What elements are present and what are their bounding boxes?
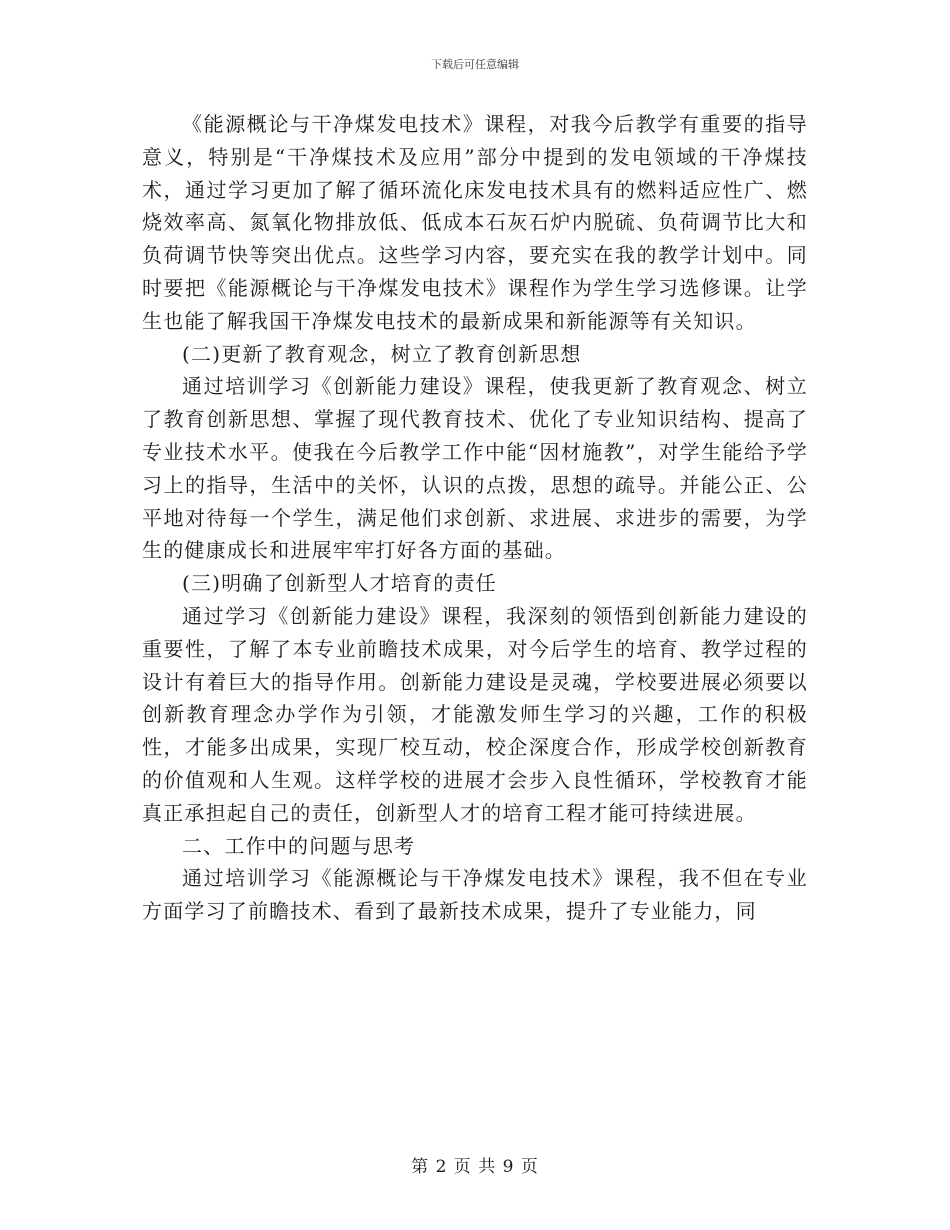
section-heading-3: (三)明确了创新型人才培育的责任 — [182, 571, 497, 596]
section-heading-problems: 二、工作中的问题与思考 — [182, 833, 416, 858]
page-header: 下载后可任意编辑 — [431, 58, 519, 71]
paragraph-course-significance: 《能源概论与干净煤发电技术》课程，对我今后教学有重要的指导意义，特别是“干净煤技术及应用”部分中提到的发电领域的干净煤技术，通过学习更加了解了循环流化床发电技术具有的燃料适应性广、燃烧效率高、氮氧化物排放低、低成本石灰石炉内脱硫、负荷调节比大和负荷调节快等突出优点。这些学习内容，要充实在我的教学计划中。同时要把《能源概论与干净煤发电技术》课程作为学生学习选修课。让学生也能了解我国干净煤发电技术的最新成果和新能源等有关知识。 — [142, 112, 808, 333]
paragraph-education-concept: 通过培训学习《创新能力建设》课程，使我更新了教育观念、树立了教育创新思想、掌握了现代教育技术、优化了专业知识结构、提高了专业技术水平。使我在今后教学工作中能“因材施教”，对学生能给予学习上的指导，生活中的关怀，认识的点拨，思想的疏导。并能公正、公平地对待每一个学生，满足他们求创新、求进展、求进步的需要，为学生的健康成长和进展牢牢打好各方面的基础。 — [142, 374, 808, 563]
paragraph-training-study: 通过培训学习《能源概论与干净煤发电技术》课程，我不但在专业方面学习了前瞻技术、看到了最新技术成果，提升了专业能力，同 — [142, 866, 808, 924]
page-number: 第 2 页 共 9 页 — [411, 1157, 539, 1177]
section-heading-2: (二)更新了教育观念，树立了教育创新思想 — [182, 341, 582, 366]
paragraph-innovation-capacity: 通过学习《创新能力建设》课程，我深刻的领悟到创新能力建设的重要性，了解了本专业前瞻技术成果，对今后学生的培育、教学过程的设计有着巨大的指导作用。创新能力建设是灵魂，学校要进展必须要以创新教育理念办学作为引领，才能激发师生学习的兴趣，工作的积极性，才能多出成果，实现厂校互动，校企深度合作，形成学校创新教育的价值观和人生观。这样学校的进展才会步入良性循环，学校教育才能真正承担起自己的责任，创新型人才的培育工程才能可持续进展。 — [142, 603, 808, 825]
document-body — [142, 108, 808, 928]
